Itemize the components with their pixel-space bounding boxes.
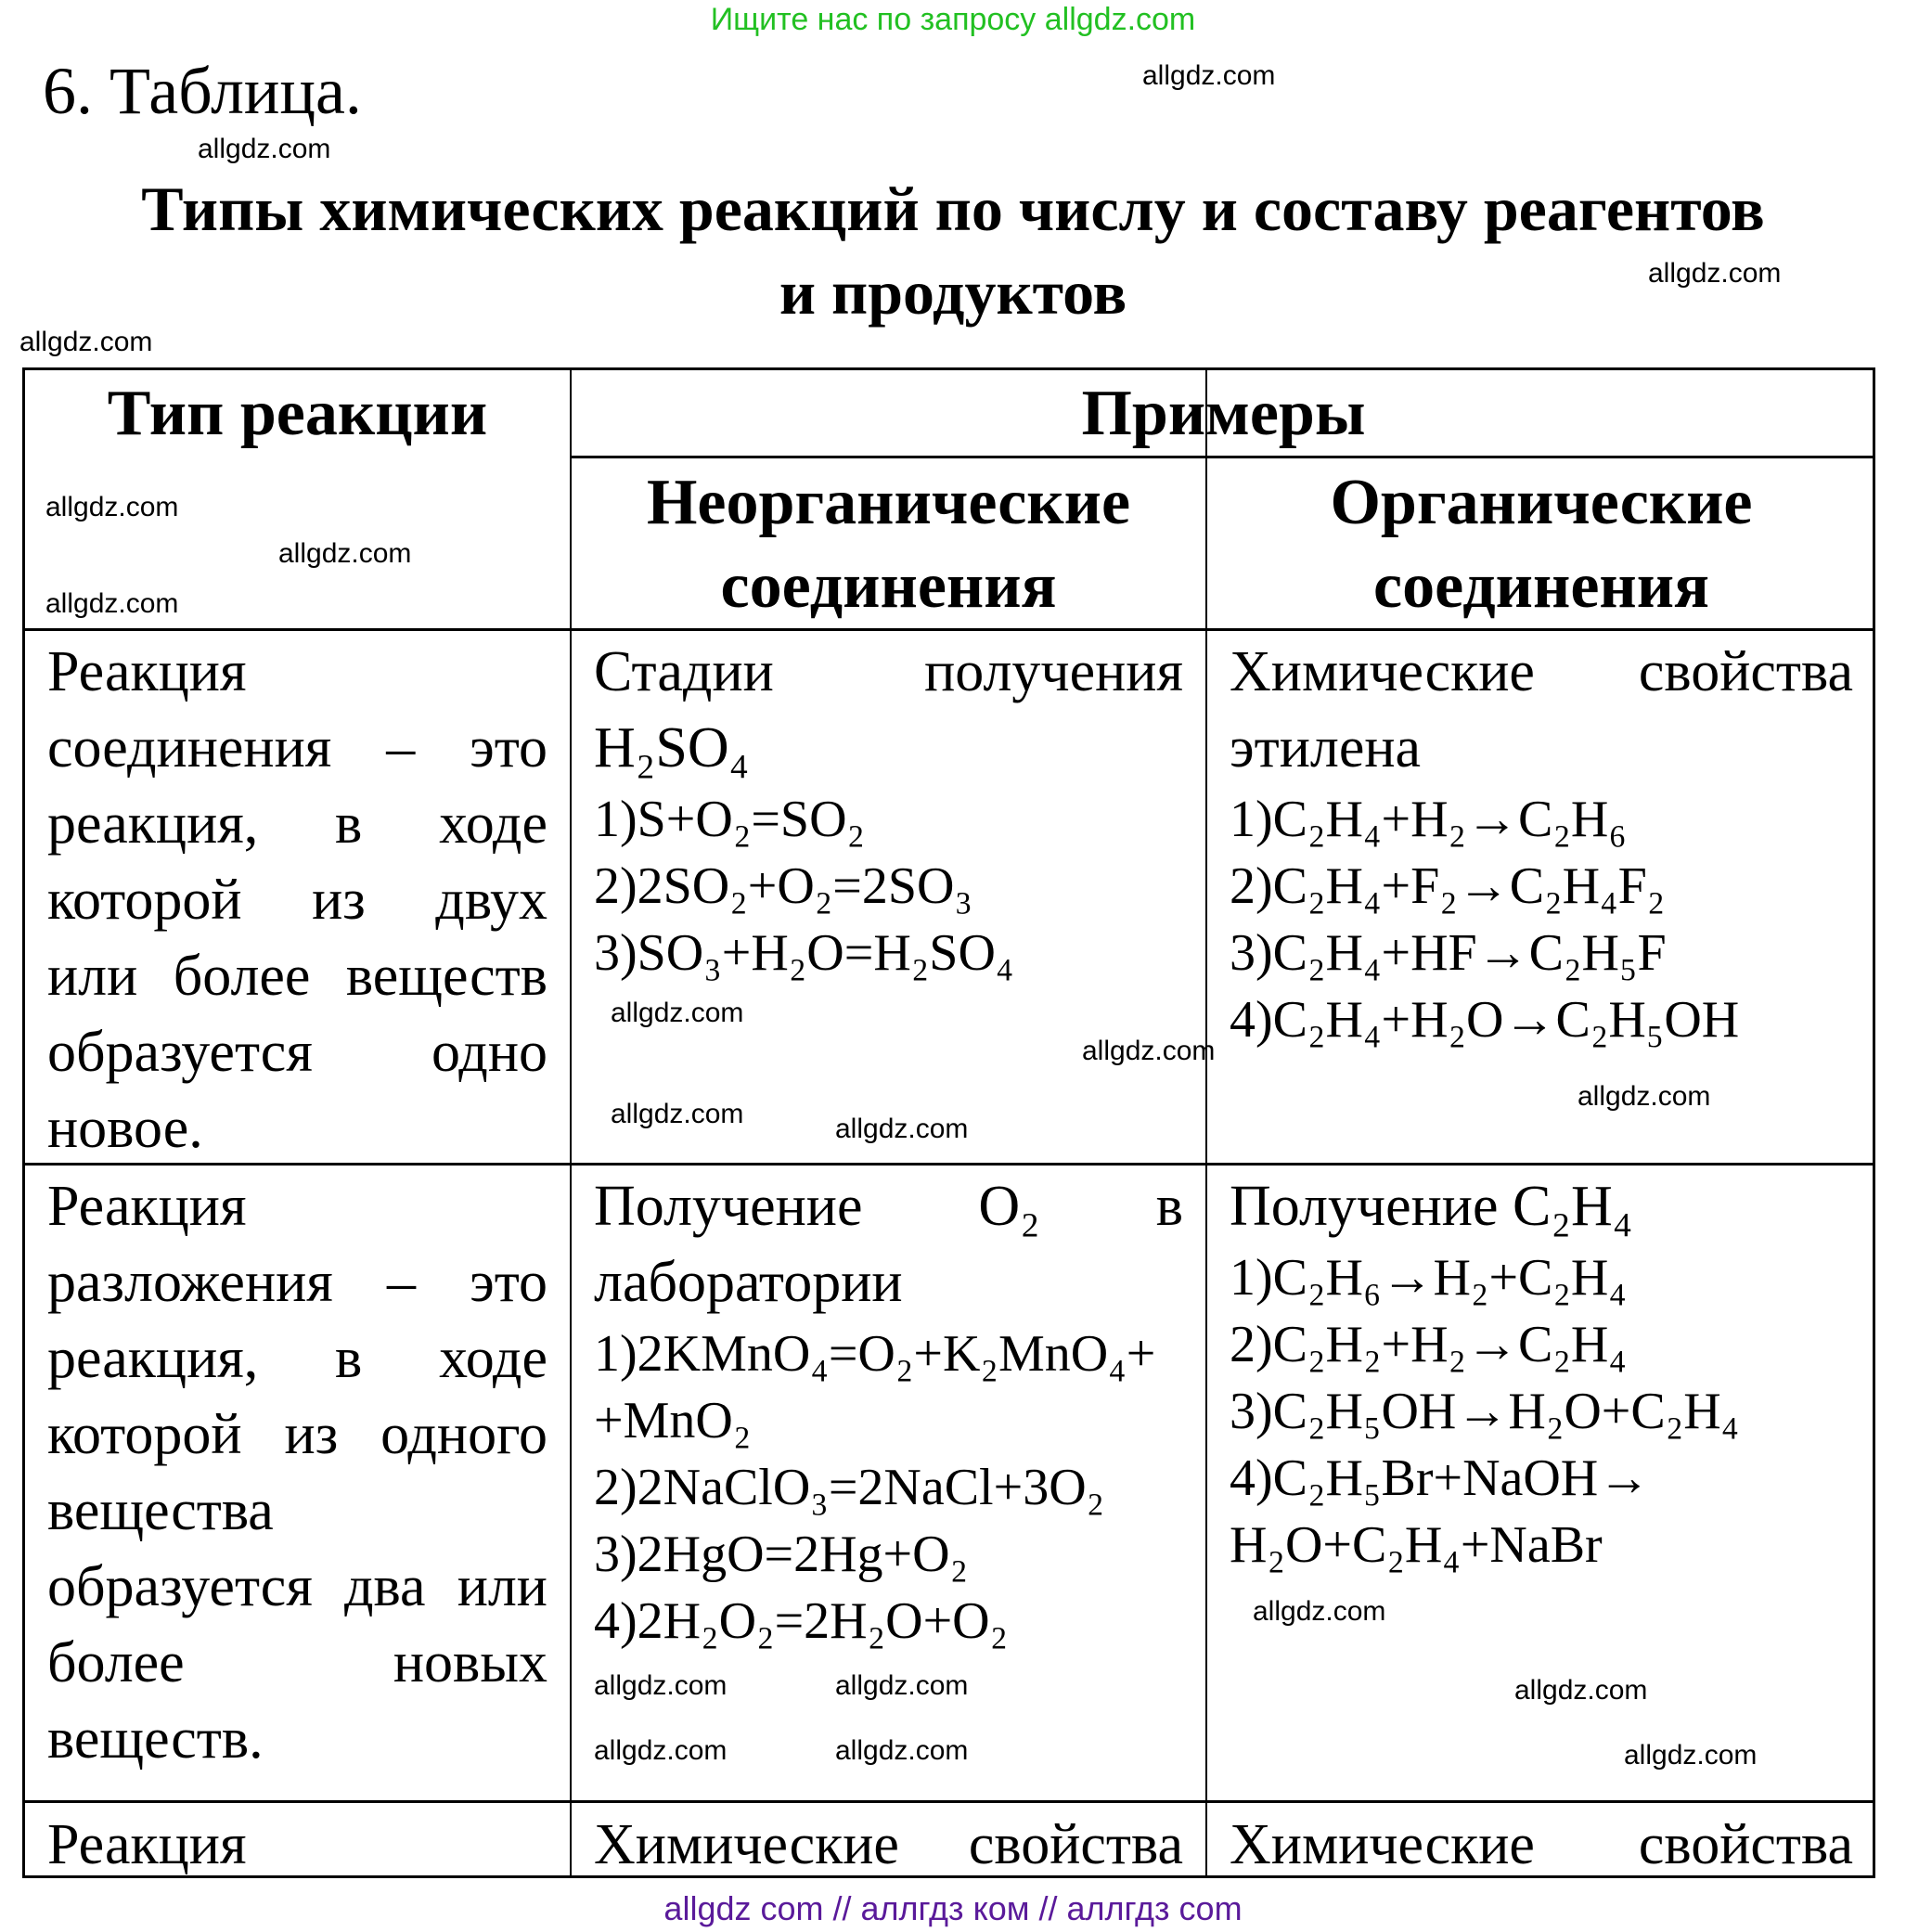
formula: 3)C₂H₄+HF→C₂H₅F	[1230, 924, 1667, 982]
text-line: Реакция	[47, 640, 247, 703]
watermark: allgdz.com	[1253, 1596, 1386, 1627]
row2-type	[25, 1168, 570, 1777]
footer-banner[interactable]: allgdz com // аллгдз ком // аллгдз com	[663, 1889, 1243, 1927]
formula: 1)S+O₂=SO₂	[594, 791, 866, 848]
header-line: Органические	[1330, 467, 1753, 538]
row1-inorganic	[572, 634, 1205, 986]
page-title	[0, 167, 1906, 334]
header-organic	[1207, 461, 1875, 628]
title-line: и продуктов	[779, 257, 1127, 328]
text-line: новое.	[47, 1097, 203, 1160]
text-line: которой из двух	[47, 869, 547, 932]
row-divider	[25, 1800, 1873, 1803]
text-line: реакция, в ходе	[47, 1327, 547, 1390]
formula: 3)SO₃+H₂O=H₂SO₄	[594, 924, 1014, 982]
watermark: allgdz.com	[835, 1670, 969, 1701]
formula: 2)2SO₂+O₂=2SO₃	[594, 857, 972, 915]
row2-organic	[1207, 1168, 1875, 1578]
title-line: Типы химических реакций по числу и составу реагентов	[141, 174, 1765, 244]
watermark: allgdz.com	[1142, 60, 1276, 91]
text-line: этилена	[1230, 716, 1422, 779]
text-line: разложения – это	[47, 1251, 547, 1314]
row2-inorganic	[572, 1168, 1205, 1655]
row1-organic	[1207, 634, 1875, 1053]
watermark: allgdz.com	[594, 1670, 728, 1701]
formula: 2)C₂H₄+F₂→C₂H₄F₂	[1230, 857, 1666, 915]
watermark: allgdz.com	[45, 492, 179, 522]
text-line: образуется одно	[47, 1021, 547, 1084]
text-line: образуется два или	[47, 1555, 547, 1618]
header-line: соединения	[1373, 550, 1709, 622]
watermark: allgdz.com	[594, 1735, 728, 1766]
formula: 3)C₂H₅OH→H₂O+C₂H₄	[1230, 1383, 1740, 1440]
watermark: allgdz.com	[198, 134, 331, 164]
header-inorganic	[572, 461, 1205, 628]
row1-type	[25, 634, 570, 1166]
watermark: allgdz.com	[611, 998, 744, 1028]
text-line: более новых	[47, 1631, 547, 1694]
header-line: соединения	[720, 550, 1057, 622]
formula: H₂O+C₂H₄+NaBr	[1230, 1516, 1603, 1574]
text-line: Химические свойства	[1230, 640, 1853, 703]
text-line: Реакция	[47, 1175, 247, 1238]
formula: 1)C₂H₆→H₂+C₂H₄	[1230, 1249, 1627, 1307]
text-line: веществ.	[47, 1707, 264, 1771]
text-line: вещества	[47, 1479, 274, 1542]
formula: 4)C₂H₅Br+NaOH→	[1230, 1449, 1651, 1507]
formula: 4)2H₂O₂=2H₂O+O₂	[594, 1592, 1009, 1650]
text-line: которой из одного	[47, 1403, 547, 1466]
header-examples: Примеры	[1081, 378, 1366, 449]
text-line: Реакция	[47, 1813, 247, 1876]
watermark: allgdz.com	[1578, 1081, 1711, 1112]
row3-type	[25, 1807, 570, 1883]
watermark: allgdz.com	[278, 538, 412, 569]
formula: 2)C₂H₂+H₂→C₂H₄	[1230, 1316, 1627, 1373]
watermark: allgdz.com	[835, 1114, 969, 1144]
watermark: allgdz.com	[19, 327, 153, 357]
formula: 1)C₂H₄+H₂→C₂H₆	[1230, 791, 1627, 848]
text-line: реакция, в ходе	[47, 792, 547, 856]
search-banner[interactable]: Ищите нас по запросу allgdz.com	[710, 2, 1196, 37]
text-line: Химические свойства	[594, 1813, 1183, 1876]
formula: 2)2NaClO₃=2NaCl+3O₂	[594, 1459, 1105, 1516]
watermark: allgdz.com	[1514, 1675, 1648, 1706]
text-line: лаборатории	[594, 1251, 903, 1314]
watermark: allgdz.com	[1624, 1740, 1758, 1771]
text-line: Получение C₂H₄	[1230, 1175, 1633, 1238]
row3-inorganic	[572, 1807, 1205, 1883]
text-line: Химические свойства	[1230, 1813, 1853, 1876]
watermark: allgdz.com	[45, 588, 179, 619]
watermark: allgdz.com	[611, 1099, 744, 1129]
formula: +MnO₂	[594, 1392, 752, 1449]
task-number: 6. Таблица.	[43, 54, 362, 128]
text-line: или более веществ	[47, 945, 547, 1008]
formula: 4)C₂H₄+H₂O→C₂H₅OH	[1230, 991, 1740, 1049]
row3-organic	[1207, 1807, 1875, 1883]
text-line: соединения – это	[47, 716, 547, 779]
header-line: Неорганические	[646, 467, 1131, 538]
header-type: Тип реакции	[107, 378, 488, 449]
text-line: Стадии получения	[594, 640, 1183, 703]
row-divider	[25, 628, 1873, 631]
row-divider	[572, 456, 1873, 458]
formula: 3)2HgO=2Hg+O₂	[594, 1526, 969, 1583]
watermark: allgdz.com	[1648, 258, 1782, 289]
formula: 1)2KMnO₄=O₂+K₂MnO₄+	[594, 1325, 1156, 1383]
watermark: allgdz.com	[1082, 1036, 1216, 1066]
text-line: H₂SO₄	[594, 716, 750, 779]
watermark: allgdz.com	[835, 1735, 969, 1766]
text-line: Получение O₂ в	[594, 1175, 1183, 1238]
